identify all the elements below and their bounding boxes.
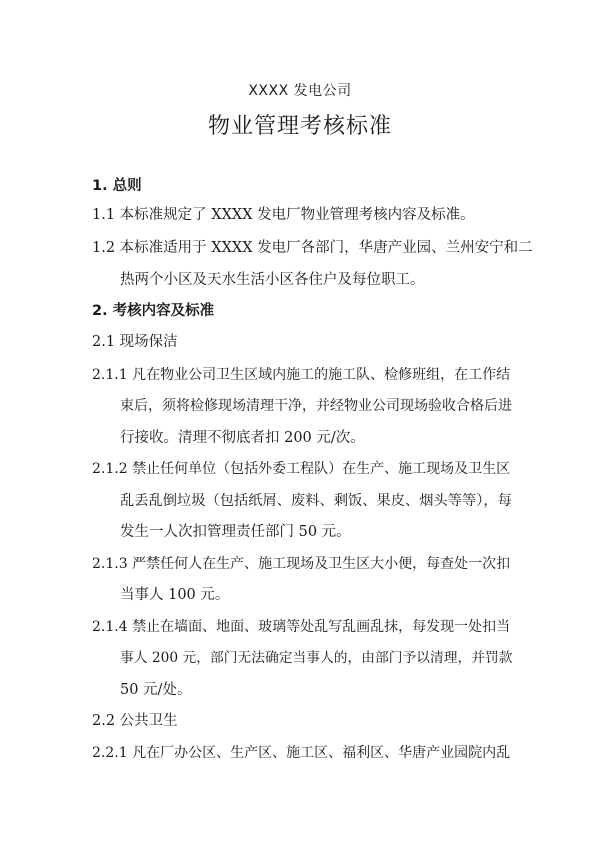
subsection-2-2: 2.2 公共卫生 (92, 713, 178, 729)
clause-2-1-4-line-1: 2.1.4 禁止在墙面、地面、玻璃等处乱写乱画乱抹，每发现一处扣当 (92, 619, 511, 635)
clause-2-1-3-line-2: 当事人 100 元。 (120, 587, 230, 603)
section-heading-content: 2. 考核内容及标准 (92, 303, 215, 319)
clause-2-1-4-line-3: 50 元/处。 (120, 682, 192, 698)
clause-2-1-2-line-3: 发生一人次扣管理责任部门 50 元。 (120, 524, 351, 540)
company-name: XXXX 发电公司 (248, 83, 352, 99)
page-title: 物业管理考核标准 (207, 114, 392, 139)
section-heading-general: 1. 总则 (92, 178, 142, 194)
clause-2-2-1-line-1: 2.2.1 凡在厂办公区、生产区、施工区、福利区、华唐产业园院内乱 (92, 745, 511, 761)
clause-1-2-line-2: 热两个小区及天水生活小区各住户及每位职工。 (120, 272, 425, 288)
clause-1-2-line-1: 1.2 本标准适用于 XXXX 发电厂各部门，华唐产业园、兰州安宁和二 (92, 240, 533, 256)
clause-2-1-2-line-1: 2.1.2 禁止任何单位（包括外委工程队）在生产、施工现场及卫生区 (92, 461, 511, 477)
clause-2-1-1-line-1: 2.1.1 凡在物业公司卫生区域内施工的施工队、检修班组，在工作结 (92, 367, 511, 383)
clause-2-1-1-line-3: 行接收。清理不彻底者扣 200 元/次。 (120, 430, 365, 446)
clause-2-1-2-line-2: 乱丢乱倒垃圾（包括纸屑、废料、剩饭、果皮、烟头等等），每 (120, 493, 512, 509)
clause-2-1-4-line-2: 事人 200 元，部门无法确定当事人的，由部门予以清理，并罚款 (120, 650, 513, 666)
clause-2-1-3-line-1: 2.1.3 严禁任何人在生产、施工现场及卫生区大小便，每查处一次扣 (92, 556, 511, 572)
clause-2-1-1-line-2: 束后，须将检修现场清理干净，并经物业公司现场验收合格后进 (120, 398, 512, 414)
subsection-2-1: 2.1 现场保洁 (92, 334, 178, 350)
clause-1-1: 1.1 本标准规定了 XXXX 发电厂物业管理考核内容及标准。 (92, 207, 475, 223)
